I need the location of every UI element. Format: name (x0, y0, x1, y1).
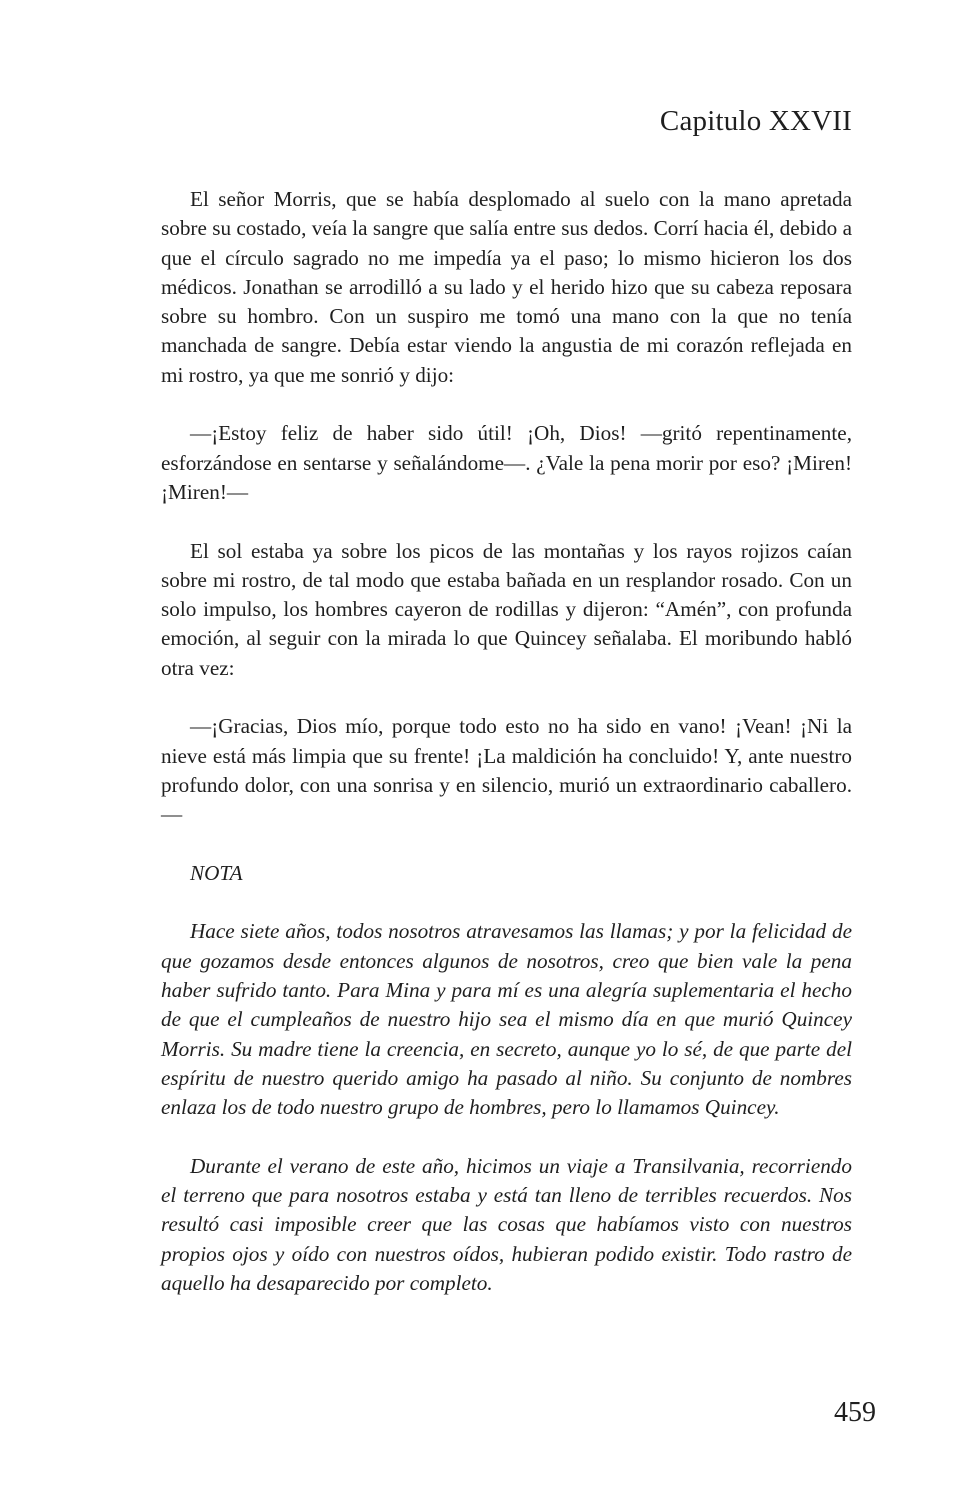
note-paragraph-seven-years: Hace siete años, todos nosotros atravesamos las llamas; y por la felicidad de que gozamos desde entonces algunos de nosotros, creo que bien vale la pena haber sufrido tanto. Para Mina y para mí es una alegría suplementaria el hecho de que el cumpleaños de nuestro hijo sea el mismo día en que murió Quincey Morris. Su madre tiene la creencia, en secreto, aunque yo lo sé, de que parte del espíritu de nuestro querido amigo ha pasado al niño. Su conjunto de nombres enlaza los de todo nuestro grupo de hombres, pero lo llamamos Quincey. (161, 919, 852, 1120)
note-paragraph-transylvania: Durante el verano de este año, hicimos un viaje a Transilvania, recorriendo el terreno que para nosotros estaba y está tan lleno de terribles recuerdos. Nos resultó casi imposible creer que las cosas que habíamos visto con nuestros propios ojos y oído con nuestros oídos, hubieran podido existir. Todo rastro de aquello ha desaparecido por completo. (161, 1153, 852, 1295)
paragraph-morris-death: —¡Gracias, Dios mío, porque todo esto no ha sido en vano! ¡Vean! ¡Ni la nieve está más limpia que su frente! ¡La maldición ha concluido! Y, ante nuestro profundo dolor, con una sonrisa y en silencio, murió un extraordinario caballero.— (161, 714, 852, 827)
paragraph-sunrise: El sol estaba ya sobre los picos de las montañas y los rayos rojizos caían sobre mi rostro, de tal modo que estaba bañada en un resplandor rosado. Con un solo impulso, los hombres cayeron de rodillas y dijeron: “Amén”, con profunda emoción, al seguir con la mirada lo que Quincey señalaba. El moribundo habló otra vez: (161, 538, 852, 680)
paragraph-morris-speech: —¡Estoy feliz de haber sido útil! ¡Oh, Dios! —gritó repentinamente, esforzándose en sentarse y señalándome—. ¿Vale la pena morir por eso? ¡Miren! ¡Miren!— (161, 421, 852, 504)
chapter-title: Capitulo XXVII (659, 105, 852, 137)
page-number: 459 (834, 1397, 876, 1428)
paragraph-morris-wounded: El señor Morris, que se había desplomado al suelo con la mano apretada sobre su costado, veía la sangre que salía entre sus dedos. Corrí hacia él, debido a que el círculo sagrado no me impedía ya el paso; lo mismo hicieron los dos médicos. Jonathan se arrodilló a su lado y el herido hizo que su cabeza reposara sobre su hombro. Con un suspiro me tomó una mano con la que no tenía manchada de sangre. Debía estar viendo la angustia de mi corazón reflejada en mi rostro, ya que me sonrió y dijo: (161, 187, 852, 387)
note-heading: NOTA (190, 860, 243, 885)
page-body (161, 185, 852, 1328)
